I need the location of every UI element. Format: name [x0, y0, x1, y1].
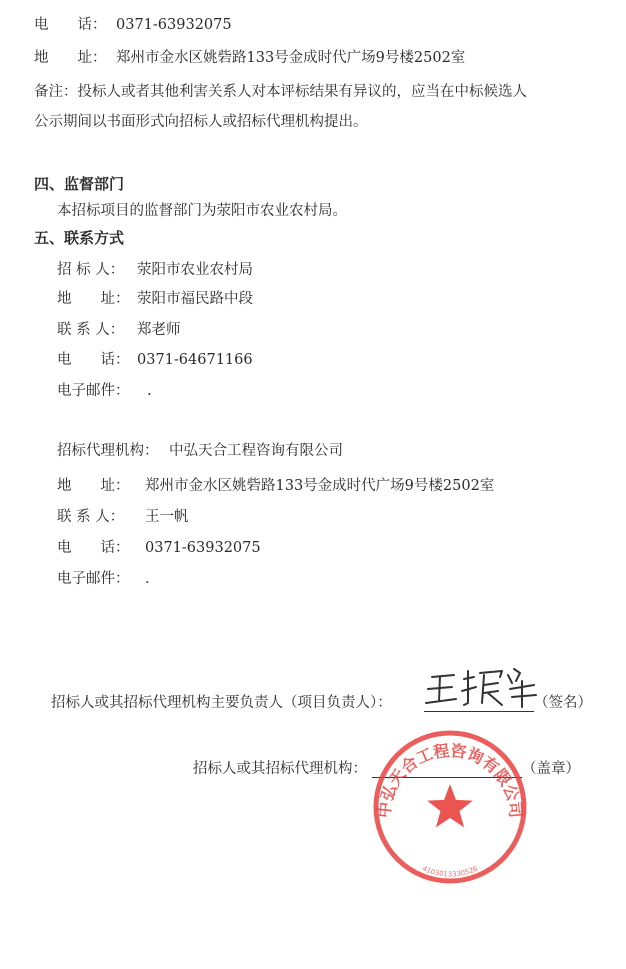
tenderer-phone-row: [57, 350, 253, 370]
top-address-row: [34, 48, 465, 68]
seal-suffix: （盖章）: [522, 761, 580, 777]
agency-address-row: [57, 476, 494, 496]
tenderer-email-label: 电子邮件：: [57, 383, 130, 399]
tenderer-label: 招 标 人：: [57, 262, 125, 278]
agency-phone-label: 电 话：: [57, 540, 130, 556]
agency-value: 中弘天合工程咨询有限公司: [169, 443, 343, 459]
agency-email-row: [57, 569, 150, 589]
tenderer-email-value: .: [147, 383, 152, 399]
tenderer-phone-value: 0371-64671166: [137, 352, 253, 368]
tenderer-contact-label: 联 系 人：: [57, 322, 125, 338]
tenderer-email-row: [57, 381, 152, 401]
sign-suffix: （签名）: [534, 695, 592, 711]
agency-address-label: 地 址：: [57, 478, 130, 494]
org-label: 招标人或其招标代理机构：: [193, 761, 367, 777]
tenderer-phone-label: 电 话：: [57, 352, 130, 368]
agency-phone-row: [57, 538, 261, 558]
address-label: 地 址：: [34, 50, 107, 66]
tenderer-row: [57, 260, 253, 280]
tenderer-contact-value: 郑老师: [137, 322, 181, 338]
agency-email-label: 电子邮件：: [57, 571, 130, 587]
section-4-heading: 四、监督部门: [34, 175, 125, 193]
agency-phone-value: 0371-63932075: [145, 540, 261, 556]
phone-value: 0371-63932075: [116, 17, 232, 33]
company-seal: [371, 728, 529, 886]
signature-line: [424, 711, 534, 712]
agency-row: [57, 441, 343, 461]
phone-label: 电 话：: [34, 17, 107, 33]
agency-contact-row: [57, 507, 189, 527]
top-phone-row: [34, 15, 232, 35]
agency-label: 招标代理机构：: [57, 443, 159, 459]
section-4-text: 本招标项目的监督部门为荥阳市农业农村局。: [57, 203, 347, 219]
note-line-2: 公示期间以书面形式向招标人或招标代理机构提出。: [34, 114, 368, 130]
handwritten-signature: [424, 663, 542, 711]
tenderer-address-label: 地 址：: [57, 291, 130, 307]
agency-address-value: 郑州市金水区姚砦路133号金成时代广场9号楼2502室: [145, 478, 495, 494]
svg-text:4103013330526: 4103013330526: [421, 864, 479, 879]
agency-contact-label: 联 系 人：: [57, 509, 125, 525]
agency-contact-value: 王一帆: [145, 509, 189, 525]
tenderer-address-value: 荥阳市福民路中段: [137, 291, 253, 307]
tenderer-address-row: [57, 289, 253, 309]
agency-email-value: .: [145, 571, 150, 587]
tenderer-contact-row: [57, 320, 181, 340]
note-line-1: 备注：投标人或者其他利害关系人对本评标结果有异议的，应当在中标候选人: [34, 84, 527, 100]
svg-text:中弘天合工程咨询有限公司: 中弘天合工程咨询有限公司: [374, 740, 526, 819]
section-5-heading: 五、联系方式: [34, 229, 125, 247]
address-value: 郑州市金水区姚砦路133号金成时代广场9号楼2502室: [116, 50, 466, 66]
tenderer-value: 荥阳市农业农村局: [137, 262, 253, 278]
responsible-label: 招标人或其招标代理机构主要负责人（项目负责人）：: [51, 695, 392, 711]
